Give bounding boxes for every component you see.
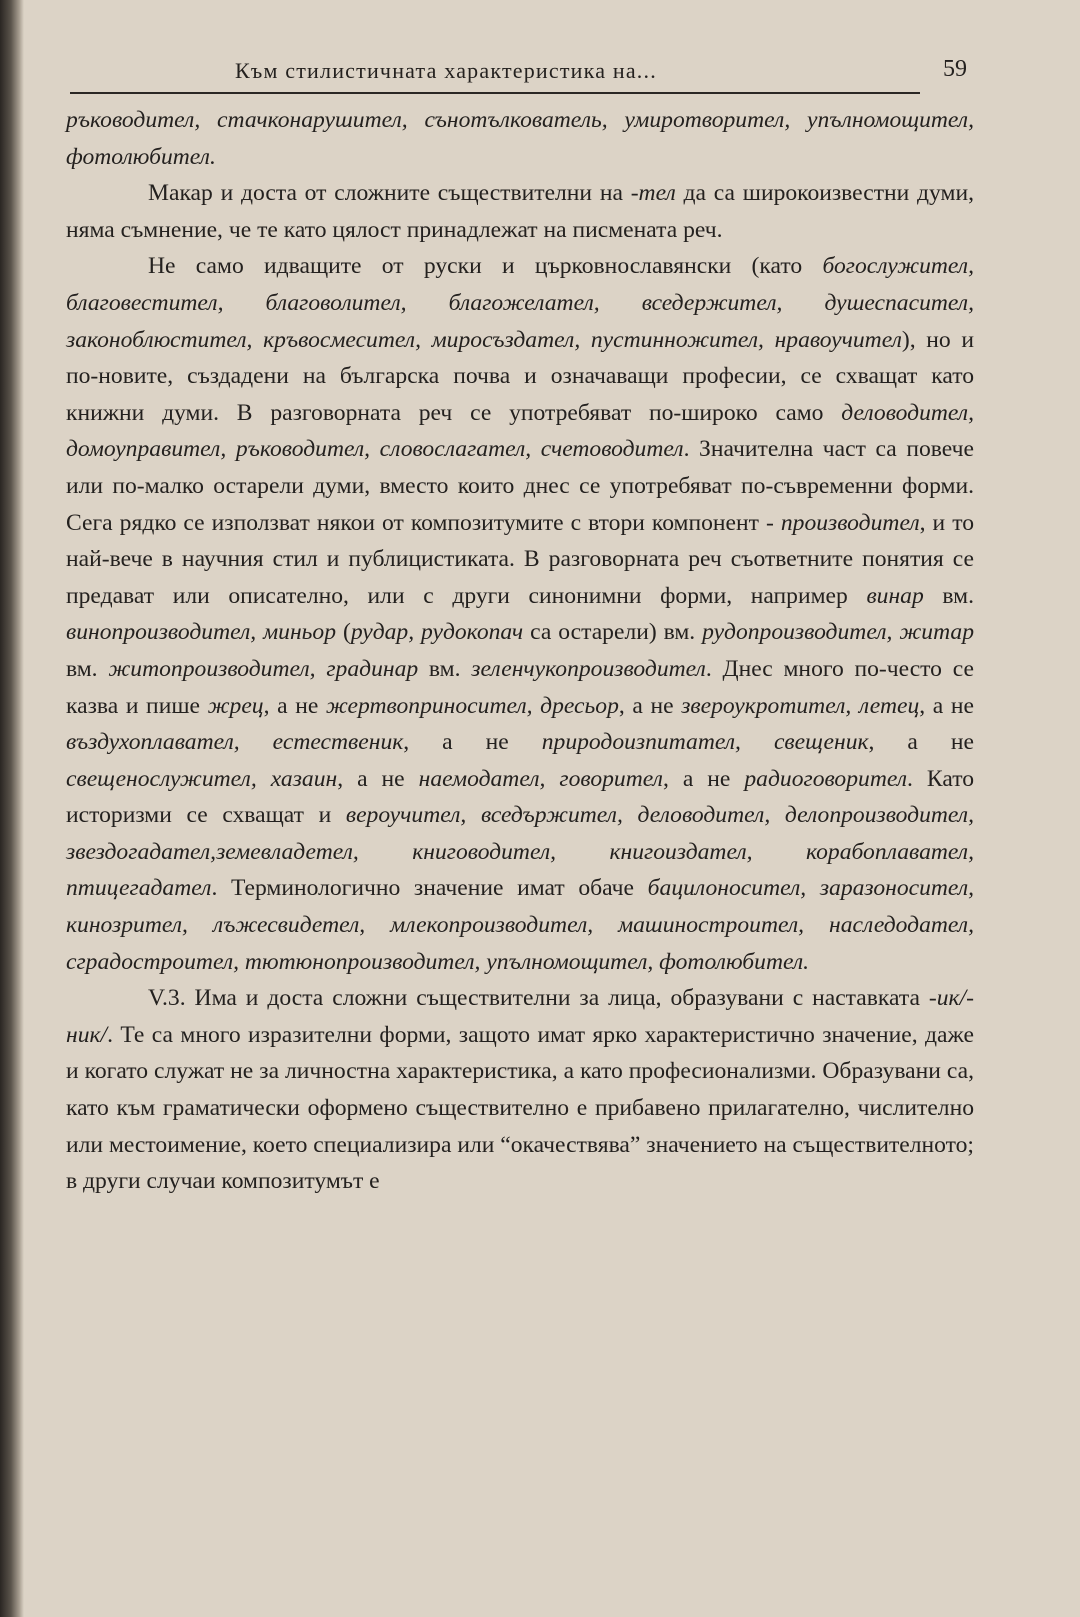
italic-term: винар — [866, 582, 924, 609]
text-run: , а не — [337, 765, 419, 792]
italic-term: жрец — [207, 692, 264, 719]
italic-term: наемодател, говорител — [418, 765, 663, 792]
italic-term: жертвоприносител, дресьор — [325, 692, 619, 719]
page-number: 59 — [943, 56, 967, 82]
text-run: ), но и по-новите, създадени на българска почва и означаващи професии, се схващат като книжни думи. В разговорната реч се употребяват по-широко само — [66, 326, 974, 426]
text-run: , а не — [618, 692, 682, 719]
text-run: , а не — [263, 692, 326, 719]
italic-term: деловодител, домоуправител, ръководител, словослагател, счетоводител — [66, 399, 974, 463]
text-run: Не само идващите от руски и църковнославянски (като — [148, 253, 823, 280]
running-title: Към стилистичната характеристика на... — [235, 58, 657, 83]
header-rule — [70, 92, 920, 94]
text-run: . Те са много изразителни форми, защото имат ярко характеристично значение, даже и когато служат не за личностна характеристика, а като професионализми. Образувани са, като към граматически оформено съществително е прибавено прилагателно, числително или местоимение, което специализира или “окачествява” значението на съществителното; в други случаи композитумът е — [66, 1021, 974, 1195]
italic-term: свещенослужител, хазаин — [66, 765, 338, 792]
text-run: V.3. Има и доста сложни съществителни за лица, образувани с наставката — [148, 985, 929, 1012]
text-run: , а не — [662, 765, 745, 792]
text-run: . Значителна част са повече или по-малко остарели думи, вместо които днес се употребяват по-съвременни форми. Сега рядко се използват някои от композитумите с втори компонент - — [66, 436, 974, 536]
italic-term: -тел — [630, 180, 676, 207]
text-run: . Терминологично значение имат обаче — [211, 875, 648, 902]
italic-term: радиоговорител — [744, 765, 908, 792]
italic-term: житопроизводител, градинар — [108, 655, 419, 682]
italic-term: рудар, рудокопач — [350, 619, 524, 646]
text-run: вм. — [923, 582, 974, 609]
text-run: , а не — [919, 692, 974, 719]
italic-term: ръководител, стачконарушител, сънотълкователь, умиротворител, упълномощител, фотолюбител. — [66, 107, 974, 170]
paragraph — [66, 102, 974, 175]
text-run: ( — [336, 619, 351, 646]
text-run: , и то най-вече в научния стил и публицистиката. В разговорната реч съответните понятия се предават или описателно, или с други синонимни форми, например — [66, 509, 975, 609]
text-run: . Днес много по-често се казва и пише — [66, 655, 974, 719]
italic-term: -ик/-ник/ — [66, 985, 974, 1048]
text-run: . Като историзми се схващат и — [66, 765, 975, 829]
text-run: , а не — [403, 729, 542, 756]
italic-term: производител — [780, 509, 920, 536]
italic-term: богослужител, благовестител, благоволител, благожелател, вседержител, душеспасител, законоблюстител, кръвосмесител, миросъздател, пустинножител, нравоучител — [66, 253, 974, 353]
text-run: да са широкоизвестни думи, няма съмнение, че те като цялост принадлежат на писмената реч. — [66, 180, 974, 243]
italic-term: зеленчукопроизводител — [471, 655, 706, 682]
italic-term: бацилоносител, заразоносител, кинозрител, лъжесвидетел, млекопроизводител, машиностроител, наследодател, сградостроител, тютюнопроизводител, упълномощител, фотолюбител. — [66, 875, 975, 975]
body-text — [66, 102, 974, 1200]
italic-term: звероукротител, летец — [681, 692, 920, 719]
italic-term: въздухоплавател, естественик — [66, 729, 404, 756]
paragraph — [66, 248, 974, 980]
text-run: вм. — [66, 655, 109, 682]
italic-term: вероучител, вседържител, деловодител, делопроизводител, звездогадател,земевладетел, книговодител, книгоиздател, корабоплавател, птицегадател — [66, 802, 974, 902]
text-run: вм. — [418, 655, 472, 682]
italic-term: винопроизводител, миньор — [66, 619, 337, 646]
text-run: Макар и доста от сложните съществителни на — [148, 180, 631, 207]
paragraph — [66, 980, 974, 1200]
paragraph — [66, 175, 974, 248]
italic-term: рудопроизводител, житар — [702, 619, 974, 646]
text-run: , а не — [868, 729, 974, 756]
text-run: са остарели) вм. — [523, 619, 703, 646]
running-header — [70, 52, 975, 92]
italic-term: природоизпитател, свещеник — [541, 729, 869, 756]
